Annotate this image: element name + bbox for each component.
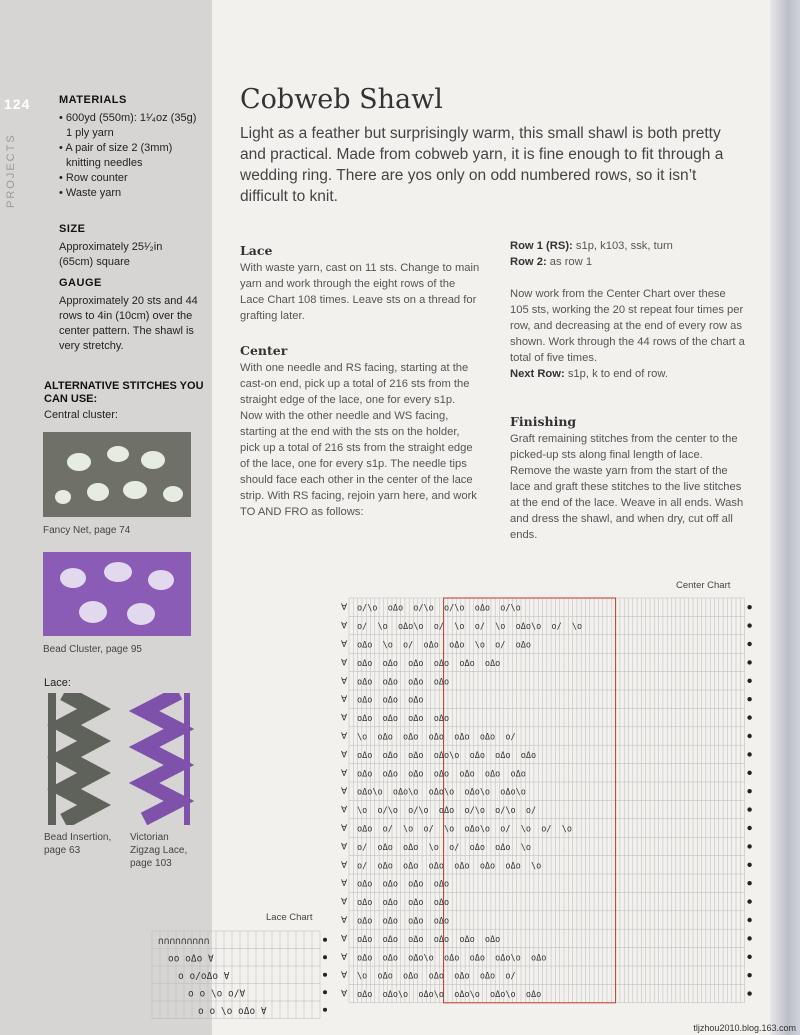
slip-stitch-symbol: ∀ [341, 732, 348, 742]
slip-stitch-symbol: ∀ [341, 787, 348, 798]
center-chart-row: oΔo oΔo oΔo oΔo [357, 879, 450, 890]
lace-chart-row: oo oΔo ∀ [168, 953, 214, 965]
materials-heading: MATERIALS [59, 94, 127, 106]
center-chart-row: oΔo oΔo oΔo oΔo [357, 916, 450, 927]
lace-edge-dot [323, 955, 327, 959]
lace-edge-dot [323, 973, 327, 977]
zigzag-caption-line: Zigzag Lace, [130, 845, 188, 856]
center-chart-row: oΔo oΔo\o oΔo\o oΔo\o oΔo\o oΔo [357, 990, 542, 1001]
lace-chart-row: o o/oΔo ∀ [178, 970, 230, 982]
center-chart-row: oΔo oΔo oΔo oΔo\o oΔo oΔo oΔo [357, 750, 537, 761]
lace-chart-row: ∩∩∩∩∩∩∩∩∩ [158, 935, 210, 947]
edge-stitch-dot [747, 679, 751, 683]
center-heading: Center [240, 343, 288, 358]
center-chart-row: o/ \o oΔo\o o/ \o o/ \o oΔo\o o/ \o [357, 622, 583, 633]
materials-item: • Waste yarn [59, 186, 199, 201]
next-row-text: s1p, k to end of row. [567, 368, 668, 380]
bead-cluster-caption: Bead Cluster, page 95 [43, 644, 142, 655]
center-chart-row: oΔo o/ \o o/ \o oΔo\o o/ \o o/ \o [357, 824, 572, 835]
next-row-label: Next Row: [510, 368, 565, 380]
zigzag-caption-line: Victorian [130, 832, 169, 843]
edge-stitch-dot [747, 991, 751, 995]
center-chart-row: oΔo oΔo oΔo oΔo oΔo oΔo [357, 658, 501, 669]
center-chart-row: \o oΔo oΔo oΔo oΔo oΔo o/ [357, 971, 516, 982]
center-chart-row: oΔo\o oΔo\o oΔo\o oΔo\o oΔo\o [357, 787, 526, 798]
section-tab: PROJECTS [5, 133, 17, 208]
finishing-heading: Finishing [510, 414, 577, 429]
edge-stitch-dot [747, 752, 751, 756]
slip-stitch-symbol: ∀ [341, 695, 348, 706]
size-heading: SIZE [59, 223, 86, 235]
center-chart-row: oΔo oΔo oΔo oΔo oΔo oΔo [357, 934, 501, 945]
lace-edge-dot [323, 990, 327, 994]
slip-stitch-symbol: ∀ [341, 768, 348, 779]
edge-stitch-dot [747, 899, 751, 903]
slip-stitch-symbol: ∀ [341, 916, 348, 926]
center-chart-row: oΔo oΔo oΔo oΔo [357, 898, 450, 909]
edge-stitch-dot [747, 936, 751, 940]
center-chart-row: o/ oΔo oΔo \o o/ oΔo oΔo \o [357, 842, 531, 853]
size-text: Approximately 25¹⁄₂in (65cm) square [59, 241, 163, 268]
slip-stitch-symbol: ∀ [341, 750, 348, 761]
center-chart-row: oΔo oΔo oΔo oΔo [357, 677, 450, 688]
alternatives-heading: ALTERNATIVE STITCHES YOU CAN USE: [44, 380, 204, 405]
slip-stitch-symbol: ∀ [341, 621, 348, 632]
edge-stitch-dot [747, 863, 751, 867]
center-chart-label: Center Chart [676, 580, 731, 591]
edge-stitch-dot [747, 955, 751, 959]
edge-stitch-dot [747, 918, 751, 922]
lace-alt-label: Lace: [44, 677, 71, 689]
lace-edge-dot [323, 1008, 327, 1012]
slip-stitch-symbol: ∀ [341, 640, 348, 650]
gauge-heading: GAUGE [59, 277, 102, 289]
slip-stitch-symbol: ∀ [341, 971, 348, 982]
center-chart-row: oΔo oΔo oΔo oΔo oΔo oΔo oΔo [357, 769, 526, 780]
slip-stitch-symbol: ∀ [341, 676, 348, 687]
bead-insertion-caption-line: Bead Insertion, [44, 832, 112, 843]
edge-stitch-dot [747, 734, 751, 738]
footer-url: tljzhou2010.blog.163.com [693, 1023, 796, 1033]
edge-stitch-dot [747, 881, 751, 885]
edge-stitch-dot [747, 826, 751, 830]
center-chart-row: oΔo oΔo oΔo [357, 695, 424, 706]
lace-edge-dot [323, 938, 327, 942]
center-chart-row: oΔo \o o/ oΔo oΔo \o o/ oΔo [357, 640, 531, 651]
slip-stitch-symbol: ∀ [341, 989, 348, 1000]
finishing-text: Graft remaining stitches from the center to the picked-up sts along final length of lace. Remove the waste yarn from the start of the lace and graft these stitches to the live stitches at the end of the lace. Weave in all ends. Wash and dress the shawl, and when dry, cut off all ends. [510, 433, 744, 541]
center-chart-row: oΔo oΔo oΔo\o oΔo oΔo oΔo\o oΔo [357, 953, 547, 964]
row1-label: Row 1 (RS): [510, 240, 573, 252]
slip-stitch-symbol: ∀ [341, 713, 348, 724]
slip-stitch-symbol: ∀ [341, 805, 348, 816]
fancy-net-caption: Fancy Net, page 74 [43, 525, 131, 536]
edge-stitch-dot [747, 642, 751, 646]
slip-stitch-symbol: ∀ [341, 879, 348, 890]
lace-heading: Lace [240, 243, 273, 258]
row2-label: Row 2: [510, 256, 547, 268]
center-chart-row: \o o/\o o/\o oΔo o/\o o/\o o/ [357, 806, 537, 817]
bead-insertion-caption-line: page 63 [44, 845, 81, 856]
edge-stitch-dot [747, 605, 751, 609]
lace-chart-row: o o \o o/∀ [188, 988, 246, 1000]
center-text: With one needle and RS facing, starting at the cast-on end, pick up a total of 216 sts from the straight edge of the lace, one for every s1p. Now with the other needle and WS facing, starting at the end with the sts on the holder, pick up a total of 216 sts from the straight edge of the lace, one for every s1p. The needle tips should face each other in the center of the lace strip. With RS facing, rejoin yarn here, and work TO AND FRO as follows: [240, 362, 477, 518]
edge-stitch-dot [747, 623, 751, 627]
page-number: 124 [4, 96, 31, 112]
materials-item: • Row counter [59, 171, 199, 186]
lace-chart-label: Lace Chart [266, 912, 313, 923]
edge-stitch-dot [747, 844, 751, 848]
slip-stitch-symbol: ∀ [341, 824, 348, 834]
center-chart-row: o/\o oΔo o/\o o/\o oΔo o/\o [357, 603, 521, 614]
lace-chart-row: o o \o oΔo ∀ [198, 1005, 267, 1017]
edge-stitch-dot [747, 715, 751, 719]
page-title: Cobweb Shawl [240, 84, 443, 115]
center-chart-row: oΔo oΔo oΔo oΔo [357, 714, 450, 725]
center-chart-instructions: Now work from the Center Chart over these 105 sts, working the 20 st repeat four times per row, and decreasing at the end of every row as shown. Work through the 44 rows of the chart a total of five times. [510, 288, 745, 364]
gauge-text: Approximately 20 sts and 44 rows to 4in (10cm) over the center pattern. The shawl is very stretchy. [59, 295, 198, 352]
edge-stitch-dot [747, 807, 751, 811]
edge-stitch-dot [747, 973, 751, 977]
edge-stitch-dot [747, 789, 751, 793]
edge-stitch-dot [747, 771, 751, 775]
lace-text: With waste yarn, cast on 11 sts. Change to main yarn and work through the eight rows of the Lace Chart 108 times. Leave sts on a thread for grafting later. [240, 262, 480, 322]
slip-stitch-symbol: ∀ [341, 603, 348, 614]
center-chart-row: \o oΔo oΔo oΔo oΔo oΔo o/ [357, 732, 516, 743]
slip-stitch-symbol: ∀ [341, 860, 348, 871]
slip-stitch-symbol: ∀ [341, 934, 348, 945]
row1-text: s1p, k103, ssk, turn [575, 240, 673, 252]
slip-stitch-symbol: ∀ [341, 842, 348, 853]
row2-text: as row 1 [549, 256, 593, 268]
materials-item: • 600yd (550m): 1¹⁄₄oz (35g) 1 ply yarn [59, 111, 199, 141]
materials-item: • A pair of size 2 (3mm) knitting needles [59, 141, 199, 171]
center-chart-row: o/ oΔo oΔo oΔo oΔo oΔo oΔo \o [357, 861, 542, 872]
zigzag-caption-line: page 103 [130, 858, 172, 869]
slip-stitch-symbol: ∀ [341, 658, 348, 669]
central-cluster-label: Central cluster: [44, 409, 118, 421]
edge-stitch-dot [747, 660, 751, 664]
slip-stitch-symbol: ∀ [341, 952, 348, 963]
slip-stitch-symbol: ∀ [341, 897, 348, 908]
edge-stitch-dot [747, 697, 751, 701]
intro-text: Light as a feather but surprisingly warm, this small shawl is both pretty and practical. Made from cobweb yarn, it is fine enough to fit through a wedding ring. There are yos only on odd numbered rows, so it isn’t difficult to knit. [240, 125, 724, 205]
